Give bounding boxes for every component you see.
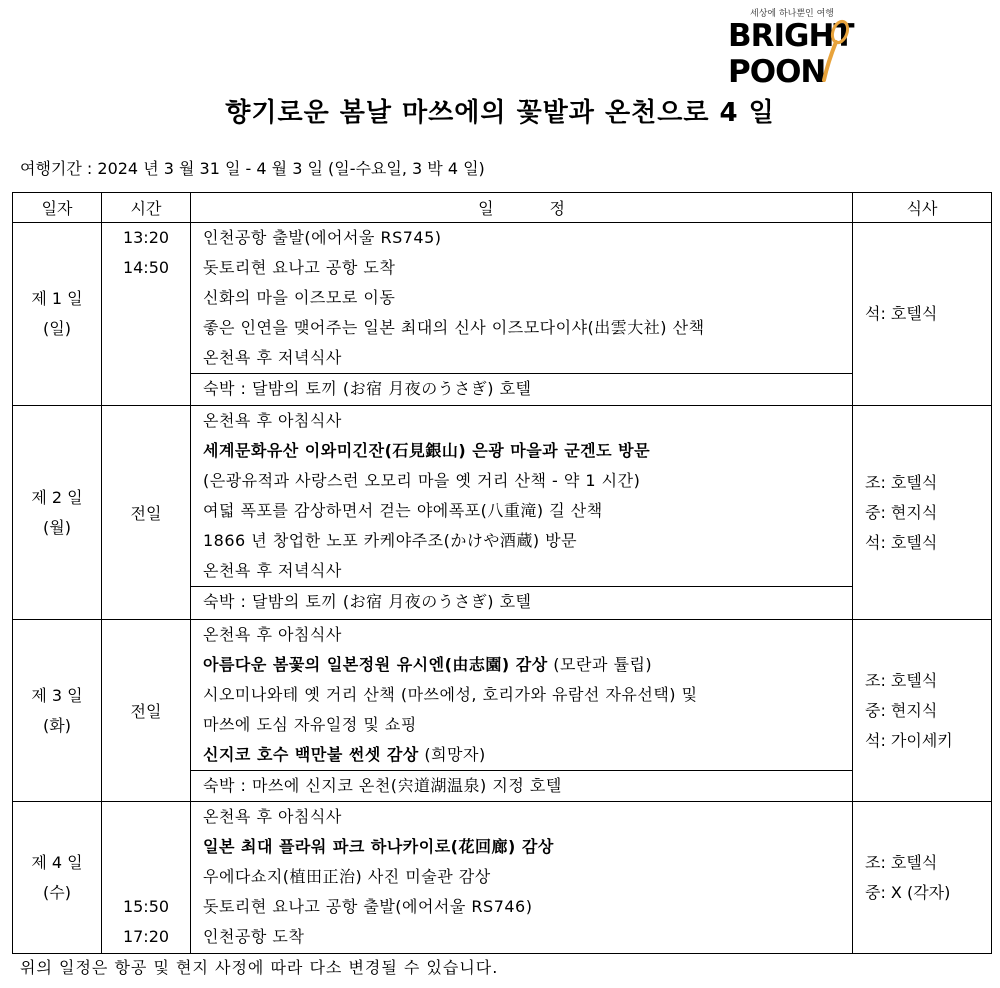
day-label: 제 2 일	[31, 487, 83, 507]
schedule-note: (모란과 튤립)	[547, 655, 653, 674]
time-cell	[102, 223, 191, 406]
day-label: 제 4 일	[31, 852, 83, 872]
schedule-line: 온천욕 후 아침식사	[203, 411, 342, 430]
meal-item: 조: 호텔식	[865, 670, 938, 690]
time-cell	[102, 406, 191, 620]
time-value: 전일	[130, 702, 162, 721]
lodging-line: 숙박 : 마쓰에 신지코 온천(宍道湖温泉) 지정 호텔	[191, 770, 852, 801]
schedule-line: 시오미나와테 옛 거리 산책 (마쓰에성, 호리가와 유람선 자유선택) 및	[203, 685, 698, 704]
meal-item: 석: 호텔식	[865, 532, 938, 552]
travel-period: 여행기간 : 2024 년 3 월 31 일 - 4 월 3 일 (일-수요일, 3 박 4 일)	[20, 159, 485, 178]
day-weekday: (일)	[43, 319, 71, 338]
meal-item: 중: X (각자)	[865, 882, 951, 902]
header-meal: 식사	[853, 193, 992, 223]
time-value: 13:20	[122, 228, 170, 247]
footer-note: 위의 일정은 항공 및 현지 사정에 따라 다소 변경될 수 있습니다.	[20, 958, 499, 977]
day-cell	[13, 802, 102, 954]
spoon-icon	[816, 14, 856, 84]
schedule-line: 온천욕 후 아침식사	[203, 807, 342, 826]
table-header-row	[13, 193, 992, 223]
schedule-line: 신화의 마을 이즈모로 이동	[203, 288, 396, 307]
schedule-cell	[191, 223, 853, 406]
meal-item: 중: 현지식	[865, 700, 938, 720]
schedule-highlight: 아름다운 봄꽃의 일본정원 유시엔(由志園) 감상	[203, 655, 548, 674]
table-row	[13, 620, 992, 802]
header-time: 시간	[102, 193, 191, 223]
time-value: 14:50	[122, 258, 170, 277]
lodging-line: 숙박 : 달밤의 토끼 (お宿 月夜のうさぎ) 호텔	[191, 586, 852, 617]
schedule-line: (은광유적과 사랑스런 오모리 마을 옛 거리 산책 - 약 1 시간)	[203, 471, 641, 490]
day-label: 제 3 일	[31, 685, 83, 705]
schedule-note: (희망자)	[418, 745, 486, 764]
schedule-line: 여덟 폭포를 감상하면서 걷는 야에폭포(八重滝) 길 산책	[203, 501, 603, 520]
day-cell	[13, 620, 102, 802]
schedule-line: 돗토리현 요나고 공항 도착	[203, 258, 396, 277]
schedule-line: 인천공항 도착	[203, 927, 305, 946]
schedule-line	[191, 650, 852, 680]
itinerary-table	[12, 192, 992, 954]
header-schedule: 일 정	[191, 193, 853, 223]
page-title: 향기로운 봄날 마쓰에의 꽃밭과 온천으로 4 일	[225, 98, 775, 128]
meal-item: 조: 호텔식	[865, 472, 938, 492]
meal-cell	[853, 223, 992, 406]
day-weekday: (화)	[43, 715, 71, 735]
table-row	[13, 406, 992, 620]
meal-cell	[853, 406, 992, 620]
schedule-line: 인천공항 출발(에어서울 RS745)	[203, 228, 442, 247]
schedule-line: 온천욕 후 저녁식사	[203, 561, 342, 580]
time-cell	[102, 802, 191, 954]
day-cell	[13, 406, 102, 620]
schedule-highlight: 신지코 호수 백만불 썬셋 감상	[203, 745, 419, 764]
meal-cell	[853, 620, 992, 802]
logo-brand-right: POON	[728, 54, 826, 90]
schedule-cell	[191, 406, 853, 620]
time-value: 17:20	[122, 927, 170, 946]
day-cell	[13, 223, 102, 406]
schedule-line: 온천욕 후 아침식사	[203, 625, 342, 644]
schedule-line: 좋은 인연을 맺어주는 일본 최대의 신사 이즈모다이샤(出雲大社) 산책	[203, 318, 705, 337]
schedule-line: 우에다쇼지(植田正治) 사진 미술관 감상	[203, 867, 491, 886]
time-value: 전일	[130, 504, 162, 523]
brand-logo	[728, 6, 938, 90]
meal-item: 조: 호텔식	[865, 852, 938, 872]
schedule-line: 온천욕 후 저녁식사	[203, 348, 342, 367]
day-weekday: (수)	[43, 882, 71, 902]
logo-tagline: 세상에 하나뿐인 여행	[750, 9, 834, 19]
table-row	[13, 223, 992, 406]
schedule-cell	[191, 620, 853, 802]
schedule-line: 1866 년 창업한 노포 카케야주조(かけや酒蔵) 방문	[203, 531, 578, 550]
schedule-cell	[191, 802, 853, 954]
schedule-line: 세계문화유산 이와미긴잔(石見銀山) 은광 마을과 군겐도 방문	[203, 441, 651, 460]
time-cell	[102, 620, 191, 802]
table-row	[13, 802, 992, 954]
meal-cell	[853, 802, 992, 954]
logo-brand-left: BRIGHT	[728, 18, 854, 54]
meal-item: 중: 현지식	[865, 502, 938, 522]
meal-item: 석: 가이세키	[865, 730, 953, 750]
schedule-line: 돗토리현 요나고 공항 출발(에어서울 RS746)	[203, 897, 533, 916]
day-label: 제 1 일	[31, 289, 83, 308]
lodging-line: 숙박 : 달밤의 토끼 (お宿 月夜のうさぎ) 호텔	[191, 373, 852, 404]
schedule-line	[191, 740, 852, 770]
header-day: 일자	[13, 193, 102, 223]
schedule-line: 마쓰에 도심 자유일정 및 쇼핑	[203, 715, 417, 734]
meal-item: 석: 호텔식	[865, 304, 938, 323]
time-value: 15:50	[122, 897, 170, 916]
schedule-line: 일본 최대 플라워 파크 하나카이로(花回廊) 감상	[203, 837, 554, 856]
day-weekday: (월)	[43, 517, 71, 537]
